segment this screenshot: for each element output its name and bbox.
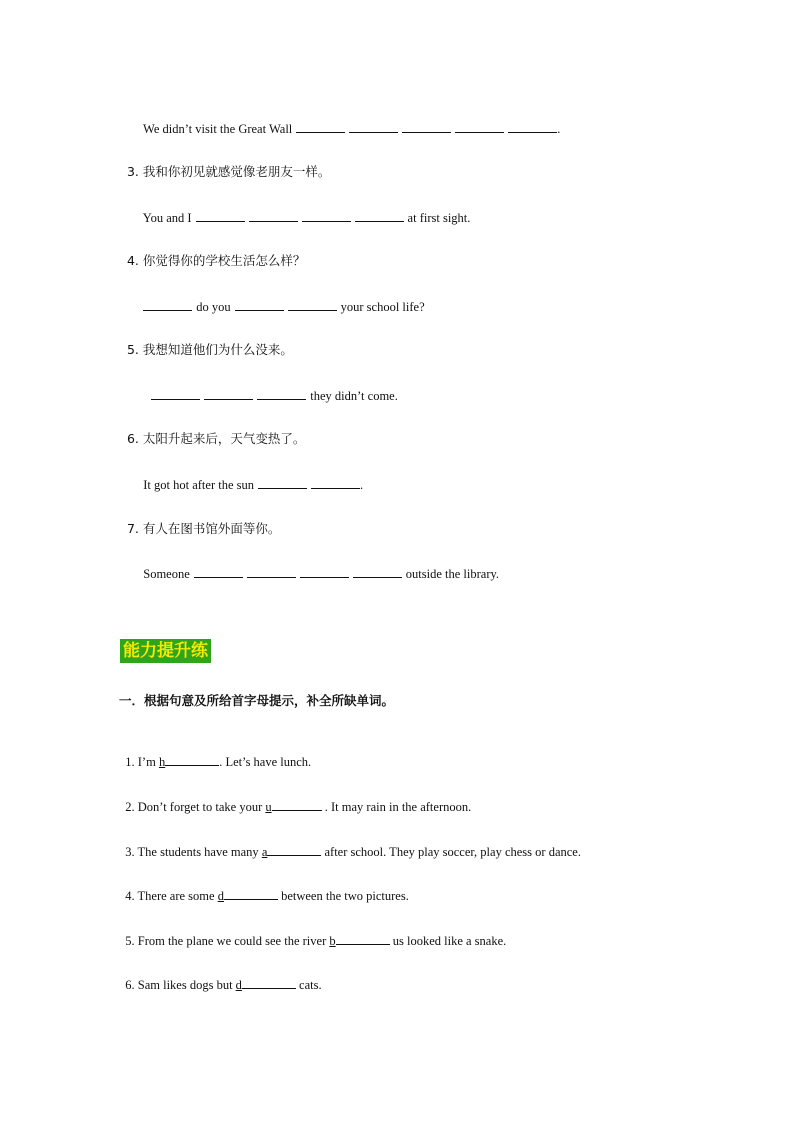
answer-blank[interactable] xyxy=(267,843,321,856)
answer-blank[interactable] xyxy=(242,976,296,989)
answer-blank[interactable] xyxy=(165,753,219,766)
fill-item-3: 3. The students have many a after school. They play soccer, play chess or dance. xyxy=(125,845,581,859)
hint-letter: u xyxy=(265,800,272,814)
answer-blank[interactable] xyxy=(272,798,322,811)
section1-title: 一．根据句意及所给首字母提示，补全所缺单词。 xyxy=(119,693,395,708)
answer-blank[interactable] xyxy=(196,209,245,222)
fill-item-6: 6. Sam likes dogs but d cats. xyxy=(125,978,322,992)
answer-blank[interactable] xyxy=(249,209,298,222)
fill-item-2: 2. Don’t forget to take your u . It may rain in the afternoon. xyxy=(125,800,472,814)
answer-blank[interactable] xyxy=(302,209,351,222)
answer-blank[interactable] xyxy=(355,209,404,222)
answer-blank[interactable] xyxy=(508,120,557,133)
answer-blank[interactable] xyxy=(311,476,360,489)
item2-english-sentence: We didn’t visit the Great Wall . xyxy=(143,122,561,136)
item3-chinese-sentence: 3. 我和你初见就感觉像老朋友一样。 xyxy=(126,164,331,179)
item7-english-sentence: Someone outside the library. xyxy=(143,567,500,581)
fill-item-4: 4. There are some d between the two pictures. xyxy=(125,889,409,903)
hint-letter: a xyxy=(261,845,268,859)
answer-blank[interactable] xyxy=(300,565,349,578)
item4-chinese-sentence: 4. 你觉得你的学校生活怎么样？ xyxy=(126,253,306,268)
answer-blank[interactable] xyxy=(247,565,296,578)
item6-english-sentence: It got hot after the sun . xyxy=(143,478,364,492)
answer-blank[interactable] xyxy=(204,387,253,400)
answer-blank[interactable] xyxy=(224,887,278,900)
answer-blank[interactable] xyxy=(349,120,398,133)
answer-blank[interactable] xyxy=(455,120,504,133)
answer-blank[interactable] xyxy=(151,387,200,400)
answer-blank[interactable] xyxy=(258,476,307,489)
answer-blank[interactable] xyxy=(257,387,306,400)
hint-letter: h xyxy=(158,755,166,769)
item5-english-sentence: they didn’t come. xyxy=(145,371,398,404)
item7-chinese-sentence: 7. 有人在图书馆外面等你。 xyxy=(126,521,281,536)
item6-chinese-sentence: 6. 太阳升起来后，天气变热了。 xyxy=(126,431,306,446)
answer-blank[interactable] xyxy=(336,932,390,945)
fill-item-1: 1. I’m h . Let’s have lunch. xyxy=(125,755,312,769)
answer-blank[interactable] xyxy=(353,565,402,578)
answer-blank[interactable] xyxy=(235,298,284,311)
answer-blank[interactable] xyxy=(288,298,337,311)
hint-letter: d xyxy=(217,889,224,903)
hint-letter: d xyxy=(235,978,242,992)
answer-blank[interactable] xyxy=(402,120,451,133)
item5-chinese-sentence: 5. 我想知道他们为什么没来。 xyxy=(126,342,293,357)
hint-letter: b xyxy=(329,934,336,948)
item3-english-sentence: You and I at first sight. xyxy=(142,211,471,225)
answer-blank[interactable] xyxy=(143,298,192,311)
fill-item-5: 5. From the plane we could see the river b us looked like a snake. xyxy=(125,934,507,948)
section-heading: 能力提升练 xyxy=(120,639,211,663)
answer-blank[interactable] xyxy=(194,565,243,578)
answer-blank[interactable] xyxy=(296,120,345,133)
item4-english-sentence: do you your school life? xyxy=(137,282,425,315)
